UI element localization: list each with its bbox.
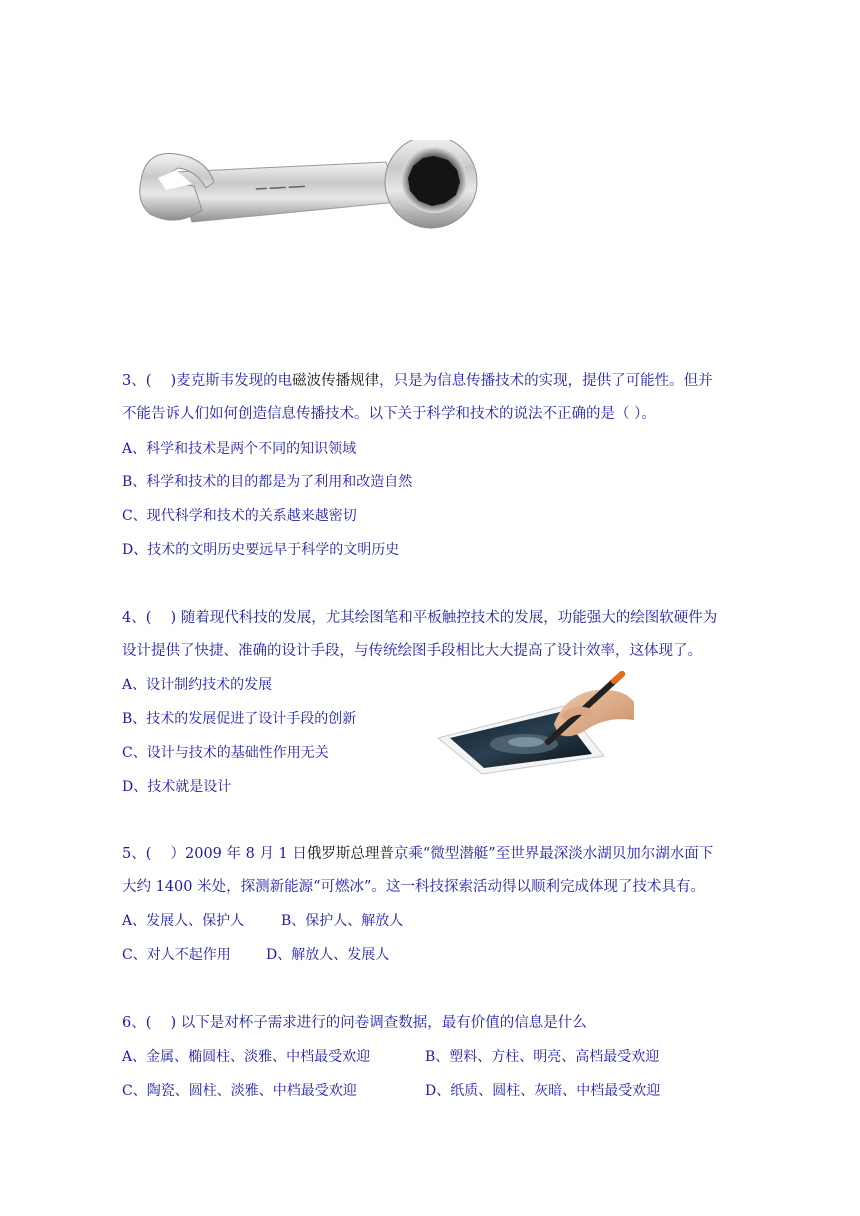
q3-stem-suffix: ，只是为信息传播技术的实现，提供了可能性。但并	[379, 373, 713, 389]
q5-option-a[interactable]: A、发展人、保护人	[122, 913, 245, 929]
q6-stem-line-1: 6、( ) 以下是对杯子需求进行的问卷调查数据，最有价值的信息是什么	[122, 1015, 587, 1031]
q5-stem-line-1	[122, 844, 713, 864]
q5-stem-line-2: 大约 1400 米处，探测新能源“可燃冰”。这一科技探索活动得以顺利完成体现了技术具有。	[122, 879, 705, 895]
q3-stem-prefix: 3、( )麦克斯韦发现的电	[122, 373, 293, 389]
q5-stem-highlight: 俄罗斯总理普	[306, 846, 394, 862]
q3-stem-highlight: 磁波传播规律	[292, 373, 380, 389]
q6-option-b[interactable]: B、塑料、方柱、明亮、高档最受欢迎	[425, 1049, 660, 1065]
q3-stem-line-1	[122, 371, 713, 391]
q5-option-c[interactable]: C、对人不起作用	[122, 947, 231, 963]
q5-stem-suffix: 京乘“微型潜艇”至世界最深淡水湖贝加尔湖水面下	[393, 846, 714, 862]
svg-text:━━ ━━━ ━━━: ━━ ━━━ ━━━	[255, 182, 306, 196]
q3-option-c[interactable]: C、现代科学和技术的关系越来越密切	[122, 508, 357, 524]
q5-option-b[interactable]: B、保护人、解放人	[281, 913, 404, 929]
q3-stem-line-2: 不能告诉人们如何创造信息传播技术。以下关于科学和技术的说法不正确的是（ ）。	[122, 406, 656, 422]
tablet-drawing	[436, 668, 636, 778]
q4-option-d[interactable]: D、技术就是设计	[122, 779, 232, 795]
q6-option-d[interactable]: D、纸质、圆柱、灰暗、中档最受欢迎	[425, 1083, 661, 1099]
q4-option-a[interactable]: A、设计制约技术的发展	[122, 677, 273, 693]
q6-option-a[interactable]: A、金属、椭圆柱、淡雅、中档最受欢迎	[122, 1049, 371, 1065]
q6-option-c[interactable]: C、陶瓷、圆柱、淡雅、中档最受欢迎	[122, 1083, 357, 1099]
tablet-stylus-image	[436, 668, 636, 778]
q3-option-a[interactable]: A、科学和技术是两个不同的知识领域	[122, 441, 357, 457]
wrench-drawing	[136, 140, 486, 240]
q4-stem-line-2: 设计提供了快捷、准确的设计手段，与传统绘图手段相比大大提高了设计效率，这体现了。	[122, 643, 702, 659]
ratchet-wrench-image	[136, 140, 486, 240]
q3-option-b[interactable]: B、科学和技术的目的都是为了利用和改造自然	[122, 474, 413, 490]
q4-option-b[interactable]: B、技术的发展促进了设计手段的创新	[122, 711, 357, 727]
q3-option-d[interactable]: D、技术的文明历史要远早于科学的文明历史	[122, 542, 400, 558]
q5-stem-prefix: 5、( ）2009 年 8 月 1 日	[122, 846, 307, 862]
q4-option-c[interactable]: C、设计与技术的基础性作用无关	[122, 745, 329, 761]
q5-option-d[interactable]: D、解放人、发展人	[266, 947, 390, 963]
q4-stem-line-1: 4、( ) 随着现代科技的发展，尤其绘图笔和平板触控技术的发展，功能强大的绘图软硬件为	[122, 610, 718, 626]
